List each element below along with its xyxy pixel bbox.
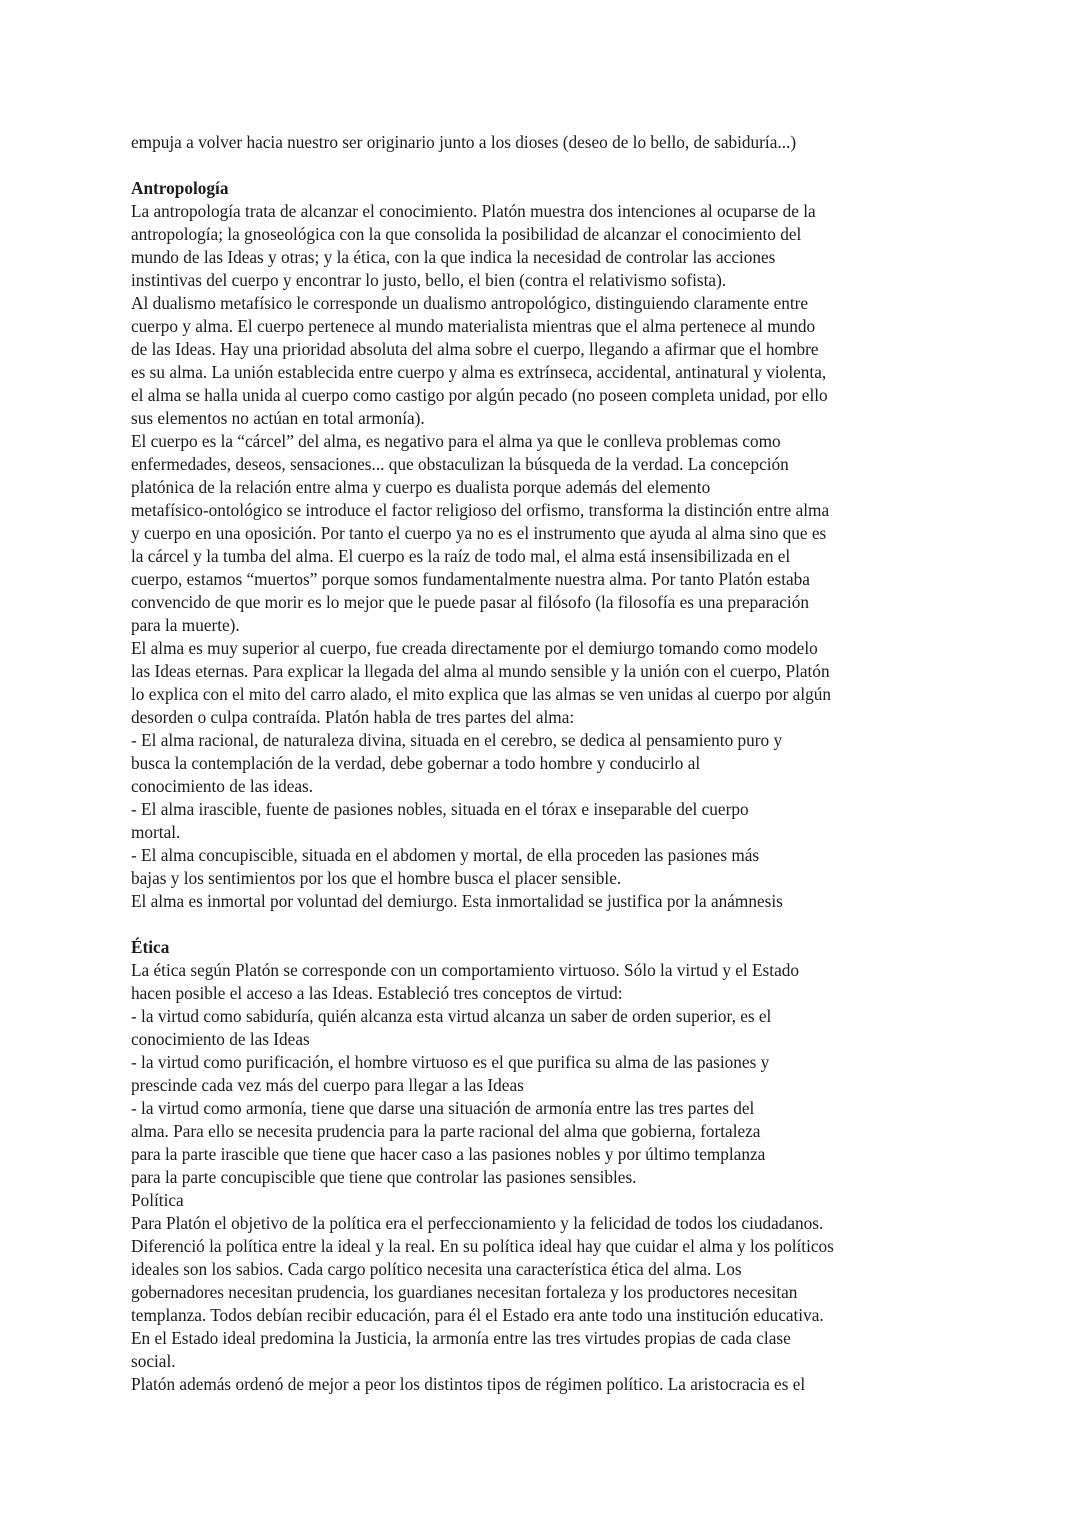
text-line: desorden o culpa contraída. Platón habla de tres partes del alma: — [131, 707, 575, 727]
text-line: Política — [131, 1190, 184, 1210]
text-line: antropología; la gnoseológica con la que consolida la posibilidad de alcanzar el conocimiento del — [131, 224, 802, 244]
text-line: Para Platón el objetivo de la política era el perfeccionamiento y la felicidad de todos los ciudadanos. — [131, 1213, 824, 1233]
text-line: En el Estado ideal predomina la Justicia, la armonía entre las tres virtudes propias de cada clase — [131, 1328, 791, 1348]
section-heading: Ética — [131, 937, 170, 957]
text-line: metafísico-ontológico se introduce el factor religioso del orfismo, transforma la distinción entre alma — [131, 500, 830, 520]
text-line: prescinde cada vez más del cuerpo para llegar a las Ideas — [131, 1075, 524, 1095]
text-line: mundo de las Ideas y otras; y la ética, con la que indica la necesidad de controlar las acciones — [131, 247, 776, 267]
document-page — [131, 131, 961, 1396]
text-line: - El alma racional, de naturaleza divina, situada en el cerebro, se dedica al pensamiento puro y — [131, 730, 783, 750]
text-line: y cuerpo en una oposición. Por tanto el cuerpo ya no es el instrumento que ayuda al alma sino que es — [131, 523, 827, 543]
text-line: es su alma. La unión establecida entre cuerpo y alma es extrínseca, accidental, antinatural y violenta, — [131, 362, 827, 382]
text-line: - El alma concupiscible, situada en el abdomen y mortal, de ella proceden las pasiones más — [131, 845, 760, 865]
text-line: El alma es inmortal por voluntad del demiurgo. Esta inmortalidad se justifica por la anámnesis — [131, 891, 783, 911]
text-line: para la parte irascible que tiene que hacer caso a las pasiones nobles y por último templanza — [131, 1144, 766, 1164]
text-line: conocimiento de las Ideas — [131, 1029, 310, 1049]
text-line: - la virtud como sabiduría, quién alcanza esta virtud alcanza un saber de orden superior, es el — [131, 1006, 772, 1026]
text-line: templanza. Todos debían recibir educación, para él el Estado era ante todo una institución educativa. — [131, 1305, 824, 1325]
text-line: para la parte concupiscible que tiene que controlar las pasiones sensibles. — [131, 1167, 637, 1187]
text-line: para la muerte). — [131, 615, 240, 635]
text-line: La ética según Platón se corresponde con un comportamiento virtuoso. Sólo la virtud y el Estado — [131, 960, 799, 980]
text-line: Platón además ordenó de mejor a peor los distintos tipos de régimen político. La aristocracia es el — [131, 1374, 806, 1394]
text-line: convencido de que morir es lo mejor que le puede pasar al filósofo (la filosofía es una preparación — [131, 592, 809, 612]
text-line: - la virtud como purificación, el hombre virtuoso es el que purifica su alma de las pasiones y — [131, 1052, 770, 1072]
text-line: La antropología trata de alcanzar el conocimiento. Platón muestra dos intenciones al ocuparse de la — [131, 201, 816, 221]
paragraph-spacer — [131, 913, 961, 936]
text-line: mortal. — [131, 822, 181, 842]
text-line: las Ideas eternas. Para explicar la llegada del alma al mundo sensible y la unión con el cuerpo, Platón — [131, 661, 830, 681]
text-line: empuja a volver hacia nuestro ser originario junto a los dioses (deseo de lo bello, de sabiduría...) — [131, 132, 797, 152]
text-line: la cárcel y la tumba del alma. El cuerpo es la raíz de todo mal, el alma está insensibilizada en el — [131, 546, 791, 566]
text-line: Diferenció la política entre la ideal y la real. En su política ideal hay que cuidar el alma y los políticos — [131, 1236, 834, 1256]
text-line: conocimiento de las ideas. — [131, 776, 314, 796]
text-line: sus elementos no actúan en total armonía). — [131, 408, 425, 428]
text-line: social. — [131, 1351, 176, 1371]
text-line: ideales son los sabios. Cada cargo político necesita una característica ética del alma. Los — [131, 1259, 742, 1279]
text-line: cuerpo, estamos “muertos” porque somos fundamentalmente nuestra alma. Por tanto Platón estaba — [131, 569, 810, 589]
section-heading: Antropología — [131, 178, 229, 198]
paragraph-spacer — [131, 154, 961, 177]
text-line: enfermedades, deseos, sensaciones... que obstaculizan la búsqueda de la verdad. La concepción — [131, 454, 789, 474]
text-line: El cuerpo es la “cárcel” del alma, es negativo para el alma ya que le conlleva problemas como — [131, 431, 781, 451]
text-line: bajas y los sentimientos por los que el hombre busca el placer sensible. — [131, 868, 622, 888]
text-line: hacen posible el acceso a las Ideas. Estableció tres conceptos de virtud: — [131, 983, 623, 1003]
text-line: de las Ideas. Hay una prioridad absoluta del alma sobre el cuerpo, llegando a afirmar que el hombre — [131, 339, 819, 359]
text-line: platónica de la relación entre alma y cuerpo es dualista porque además del elemento — [131, 477, 711, 497]
text-line: - la virtud como armonía, tiene que darse una situación de armonía entre las tres partes del — [131, 1098, 755, 1118]
text-line: lo explica con el mito del carro alado, el mito explica que las almas se ven unidas al cuerpo por algún — [131, 684, 832, 704]
text-line: el alma se halla unida al cuerpo como castigo por algún pecado (no poseen completa unidad, por ello — [131, 385, 828, 405]
text-line: El alma es muy superior al cuerpo, fue creada directamente por el demiurgo tomando como modelo — [131, 638, 818, 658]
text-line: busca la contemplación de la verdad, debe gobernar a todo hombre y conducirlo al — [131, 753, 701, 773]
text-line: cuerpo y alma. El cuerpo pertenece al mundo materialista mientras que el alma pertenece al mundo — [131, 316, 816, 336]
text-line: alma. Para ello se necesita prudencia para la parte racional del alma que gobierna, fortaleza — [131, 1121, 761, 1141]
text-line: - El alma irascible, fuente de pasiones nobles, situada en el tórax e inseparable del cuerpo — [131, 799, 749, 819]
text-line: Al dualismo metafísico le corresponde un dualismo antropológico, distinguiendo claramente entre — [131, 293, 809, 313]
text-line: gobernadores necesitan prudencia, los guardianes necesitan fortaleza y los productores necesitan — [131, 1282, 798, 1302]
text-line: instintivas del cuerpo y encontrar lo justo, bello, el bien (contra el relativismo sofista). — [131, 270, 727, 290]
